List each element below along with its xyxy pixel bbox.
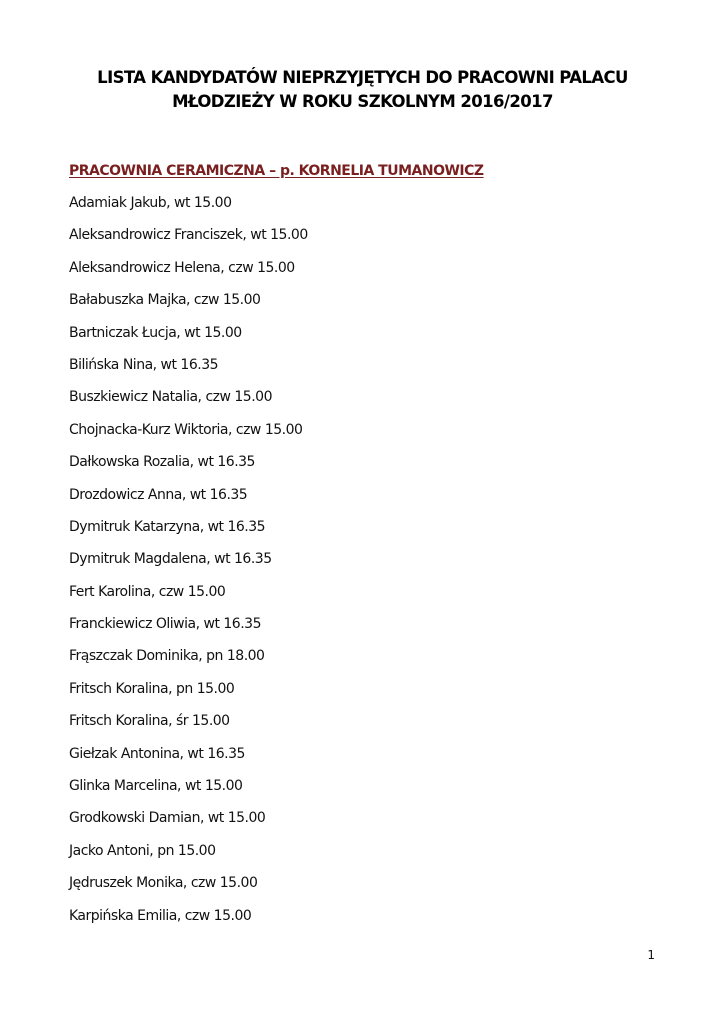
- candidate-item: Bartniczak Łucja, wt 15.00: [69, 324, 242, 341]
- candidate-item: Adamiak Jakub, wt 15.00: [69, 195, 232, 211]
- candidate-item: Karpińska Emilia, czw 15.00: [69, 907, 252, 924]
- candidate-item: Aleksandrowicz Franciszek, wt 15.00: [69, 227, 308, 244]
- document-title-line-1: LISTA KANDYDATÓW NIEPRZYJĘTYCH DO PRACOWNI PALACU: [97, 68, 628, 87]
- candidate-item: Frąszczak Dominika, pn 18.00: [69, 648, 265, 665]
- candidate-item: Dymitruk Magdalena, wt 16.35: [69, 551, 272, 568]
- candidate-item: Bałabuszka Majka, czw 15.00: [69, 292, 261, 309]
- candidate-item: Giełzak Antonina, wt 16.35: [69, 745, 245, 762]
- candidate-item: Fert Karolina, czw 15.00: [69, 583, 226, 600]
- candidate-list: [69, 192, 308, 937]
- section-heading: PRACOWNIA CERAMICZNA – p. KORNELIA TUMANOWICZ: [69, 163, 484, 179]
- candidate-item: Grodkowski Damian, wt 15.00: [69, 810, 266, 827]
- candidate-item: Chojnacka-Kurz Wiktoria, czw 15.00: [69, 421, 303, 438]
- candidate-item: Aleksandrowicz Helena, czw 15.00: [69, 259, 295, 276]
- candidate-item: Fritsch Koralina, śr 15.00: [69, 713, 230, 730]
- candidate-item: Bilińska Nina, wt 16.35: [69, 356, 219, 373]
- candidate-item: Drozdowicz Anna, wt 16.35: [69, 486, 248, 503]
- candidate-item: Jędruszek Monika, czw 15.00: [69, 875, 258, 892]
- candidate-item: Buszkiewicz Natalia, czw 15.00: [69, 389, 272, 406]
- candidate-item: Jacko Antoni, pn 15.00: [69, 842, 216, 859]
- candidate-item: Franckiewicz Oliwia, wt 16.35: [69, 616, 261, 633]
- document-title-line-2: MŁODZIEŻY W ROKU SZKOLNYM 2016/2017: [172, 92, 553, 111]
- document-title: [0, 66, 725, 114]
- candidate-item: Fritsch Koralina, pn 15.00: [69, 680, 235, 697]
- candidate-item: Glinka Marcelina, wt 15.00: [69, 778, 243, 795]
- page-number: 1: [647, 948, 655, 962]
- candidate-item: Dałkowska Rozalia, wt 16.35: [69, 454, 255, 471]
- candidate-item: Dymitruk Katarzyna, wt 16.35: [69, 518, 266, 535]
